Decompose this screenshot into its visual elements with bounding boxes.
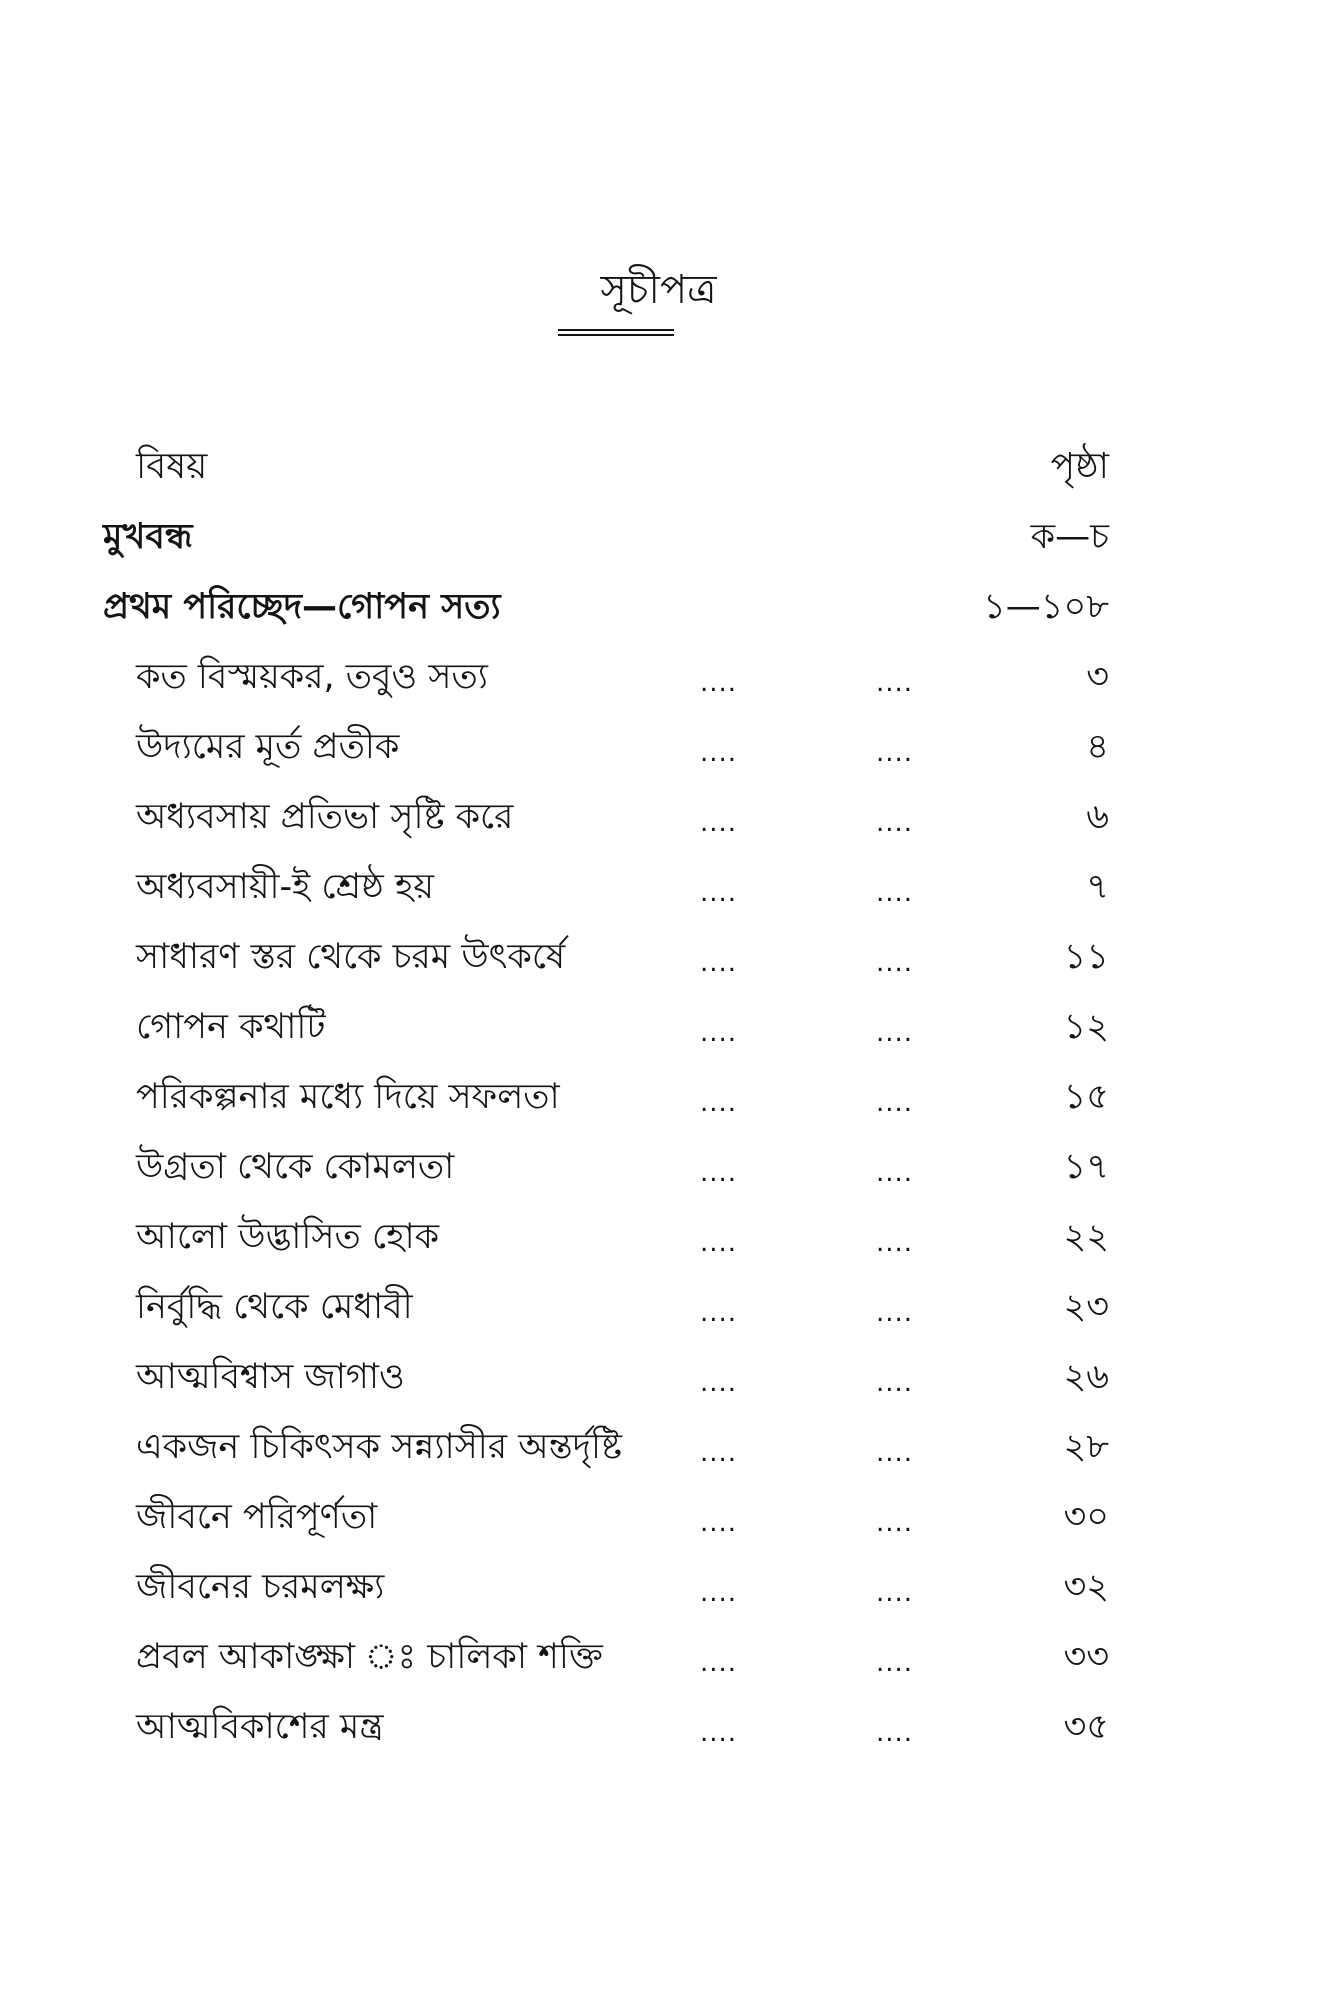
entry-page-number: ১৫ [1063, 1077, 1109, 1117]
leader-dots: .... [700, 1648, 738, 1678]
leader-dots: .... [700, 1298, 738, 1328]
entry-label: নির্বুদ্ধি থেকে মেধাবী [136, 1287, 413, 1327]
leader-dots: .... [876, 1438, 914, 1468]
entry-label: উদ্যমের মূর্ত প্রতীক [136, 727, 400, 767]
toc-entry [0, 1698, 1317, 1756]
toc-entry [0, 1558, 1317, 1616]
entry-label: পরিকল্পনার মধ্যে দিয়ে সফলতা [136, 1077, 560, 1117]
entry-label: আত্মবিকাশের মন্ত্র [136, 1707, 384, 1747]
leader-dots: .... [700, 1228, 738, 1258]
leader-dots: .... [876, 1088, 914, 1118]
entry-page-number: ২৩ [1063, 1287, 1109, 1327]
entry-page-number: ২২ [1063, 1217, 1109, 1257]
leader-dots: .... [700, 1018, 738, 1048]
toc-entry [0, 1628, 1317, 1686]
leader-dots: .... [876, 738, 914, 768]
leader-dots: .... [700, 1438, 738, 1468]
entry-page-number: ১৭ [1063, 1147, 1109, 1187]
toc-entry [0, 1418, 1317, 1476]
toc-entry [0, 1138, 1317, 1196]
entry-page-number: ৩৫ [1063, 1707, 1109, 1747]
toc-entry [0, 788, 1317, 846]
toc-entry [0, 648, 1317, 706]
entry-page-number: ২৬ [1063, 1357, 1109, 1397]
toc-entry [0, 1488, 1317, 1546]
toc-entry [0, 1348, 1317, 1406]
entry-label: অধ্যবসায় প্রতিভা সৃষ্টি করে [136, 797, 514, 837]
entry-label: একজন চিকিৎসক সন্ন্যাসীর অন্তর্দৃষ্টি [136, 1427, 623, 1467]
leader-dots: .... [700, 1578, 738, 1608]
column-header-row [0, 438, 1317, 496]
leader-dots: .... [876, 1368, 914, 1398]
entry-page-number: ৭ [1086, 867, 1109, 907]
entry-label: উগ্রতা থেকে কোমলতা [136, 1147, 455, 1187]
entry-label: সাধারণ স্তর থেকে চরম উৎকর্ষে [136, 937, 566, 977]
leader-dots: .... [876, 1228, 914, 1258]
entry-page-number: ৩৩ [1063, 1637, 1109, 1677]
toc-entry [0, 1068, 1317, 1126]
toc-entry [0, 928, 1317, 986]
leader-dots: .... [876, 808, 914, 838]
toc-entry [0, 858, 1317, 916]
page-title: সূচীপত্র [600, 267, 717, 313]
leader-dots: .... [700, 1158, 738, 1188]
entry-label: প্রবল আকাঙ্ক্ষা ঃ চালিকা শক্তি [136, 1637, 603, 1677]
section-row [0, 578, 1317, 636]
entry-label: কত বিস্ময়কর, তবুও সত্য [136, 657, 488, 697]
entry-page-number: ৩ [1086, 657, 1109, 697]
section-label: প্রথম পরিচ্ছেদ—গোপন সত্য [103, 587, 501, 627]
toc-entry [0, 1208, 1317, 1266]
leader-dots: .... [876, 1018, 914, 1048]
entry-label: আত্মবিশ্বাস জাগাও [136, 1357, 405, 1397]
leader-dots: .... [876, 1298, 914, 1328]
entry-page-number: ১১ [1063, 937, 1109, 977]
entry-page-number: ১২ [1063, 1007, 1109, 1047]
page-column-header: পৃষ্ঠা [1050, 446, 1109, 487]
leader-dots: .... [700, 1088, 738, 1118]
leader-dots: .... [700, 1508, 738, 1538]
leader-dots: .... [700, 878, 738, 908]
entry-label: আলো উদ্ভাসিত হোক [136, 1217, 440, 1257]
leader-dots: .... [876, 878, 914, 908]
entry-page-number: ৩২ [1063, 1567, 1109, 1607]
leader-dots: .... [700, 1368, 738, 1398]
entry-label: জীবনে পরিপূর্ণতা [136, 1497, 378, 1537]
entry-label: অধ্যবসায়ী-ই শ্রেষ্ঠ হয় [136, 867, 434, 907]
leader-dots: .... [700, 1718, 738, 1748]
toc-entry [0, 1278, 1317, 1336]
leader-dots: .... [700, 668, 738, 698]
section-page-range: ১—১০৮ [983, 587, 1109, 627]
entry-label: গোপন কথাটি [136, 1007, 326, 1047]
leader-dots: .... [876, 1508, 914, 1538]
entry-page-number: ৩০ [1063, 1497, 1109, 1537]
toc-entry [0, 998, 1317, 1056]
section-label: মুখবন্ধ [103, 517, 193, 557]
entry-page-number: ৬ [1086, 797, 1109, 837]
leader-dots: .... [876, 1578, 914, 1608]
subject-column-header: বিষয় [136, 446, 208, 487]
leader-dots: .... [876, 668, 914, 698]
leader-dots: .... [700, 948, 738, 978]
section-row [0, 508, 1317, 566]
leader-dots: .... [876, 1648, 914, 1678]
section-page-range: ক—চ [1030, 517, 1109, 557]
entry-page-number: ২৮ [1063, 1427, 1109, 1467]
entry-label: জীবনের চরমলক্ষ্য [136, 1567, 385, 1607]
title-double-underline [558, 329, 674, 336]
entry-page-number: ৪ [1086, 727, 1109, 767]
leader-dots: .... [876, 1718, 914, 1748]
leader-dots: .... [876, 948, 914, 978]
toc-entry [0, 718, 1317, 776]
leader-dots: .... [700, 738, 738, 768]
leader-dots: .... [700, 808, 738, 838]
leader-dots: .... [876, 1158, 914, 1188]
